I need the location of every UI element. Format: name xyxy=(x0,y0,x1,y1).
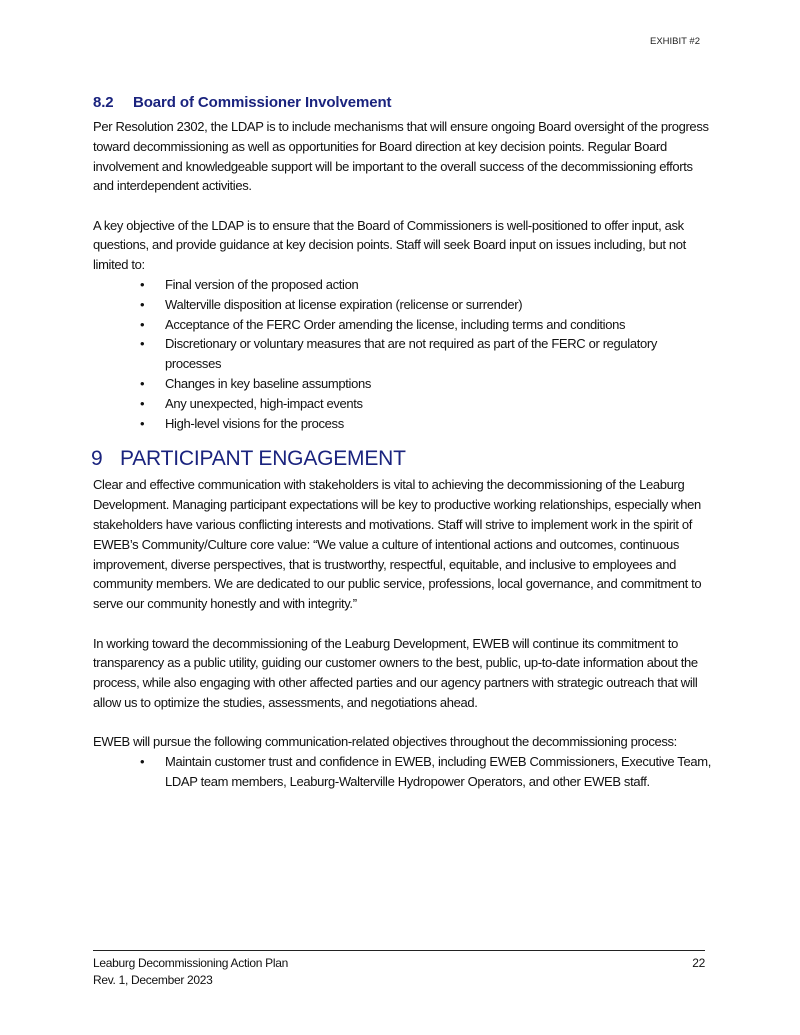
page-footer xyxy=(93,950,705,989)
paragraph: A key objective of the LDAP is to ensure that the Board of Commissioners is well-positioned to offer input, ask questions, and provide guidance at key decision points. Staff will seek Board input on issues including, but not limited to: xyxy=(93,217,686,273)
paragraph: In working toward the decommissioning of the Leaburg Development, EWEB will continue its commitment to transparency as a public utility, guiding our customer owners to the best, public, up-to-date information about the process, while also engaging with other affected parties and our agency partners with strategic outreach that will allow us to optimize the studies, assessments, and negotiations ahead. xyxy=(93,635,698,710)
footer-doc-title: Leaburg Decommissioning Action Plan xyxy=(93,956,288,970)
paragraph: Per Resolution 2302, the LDAP is to include mechanisms that will ensure ongoing Board oversight of the progress toward decommissioning as well as opportunities for Board direction at key decision points. Regular Board involvement and knowledgeable support will be important to the overall success of the decommissioning efforts and interdependent activities. xyxy=(93,119,709,194)
board-input-list xyxy=(93,275,713,433)
list-item: • Acceptance of the FERC Order amending the license, including terms and conditions xyxy=(93,315,713,335)
list-item: • Changes in key baseline assumptions xyxy=(93,374,713,394)
list-item: • Discretionary or voluntary measures that are not required as part of the FERC or regulatory processes xyxy=(140,336,657,372)
page-number: 22 xyxy=(692,956,705,970)
list-item: • Walterville disposition at license expiration (relicense or surrender) xyxy=(93,295,713,315)
bullet-icon: • xyxy=(140,376,145,392)
section-number: 8.2 xyxy=(93,94,114,111)
bullet-icon: • xyxy=(140,336,145,352)
list-item: • Final version of the proposed action xyxy=(93,275,713,295)
bullet-icon: • xyxy=(140,277,145,293)
section-title: PARTICIPANT ENGAGEMENT xyxy=(120,447,406,471)
bullet-icon: • xyxy=(140,316,145,332)
bullet-icon: • xyxy=(140,395,145,411)
page-content xyxy=(93,94,713,792)
section-9-heading xyxy=(91,447,713,471)
section-8-2-heading xyxy=(93,94,713,111)
exhibit-label: EXHIBIT #2 xyxy=(650,36,700,47)
bullet-icon: • xyxy=(140,296,145,312)
paragraph: Clear and effective communication with stakeholders is vital to achieving the decommissioning of the Leaburg Development. Managing participant expectations will be key to productive working relationships, especially when stakeholders have various conflicting interests and motivations. Staff will strive to implement work in the spirit of EWEB’s Community/Culture core value: “We value a culture of intentional actions and outcomes, continuous improvement, diverse perspectives, that is trustworthy, respectful, equitable, and inclusive to employees and community members. We are dedicated to our public service, professions, local governance, and commitment to serve our community honestly and with integrity.” xyxy=(93,477,702,612)
footer-revision: Rev. 1, December 2023 xyxy=(93,973,213,987)
bullet-icon: • xyxy=(140,754,145,770)
list-item: • High-level visions for the process xyxy=(93,414,713,434)
list-item: • Maintain customer trust and confidence in EWEB, including EWEB Commissioners, Executive Team, LDAP team members, Leaburg-Walterville Hydropower Operators, and other EWEB staff. xyxy=(140,754,711,789)
paragraph: EWEB will pursue the following communication-related objectives throughout the decommissioning process: xyxy=(93,734,677,750)
list-item: • Any unexpected, high-impact events xyxy=(93,394,713,414)
section-number: 9 xyxy=(91,447,103,471)
bullet-icon: • xyxy=(140,415,145,431)
communication-objectives-list xyxy=(93,752,713,792)
section-title: Board of Commissioner Involvement xyxy=(133,94,392,111)
